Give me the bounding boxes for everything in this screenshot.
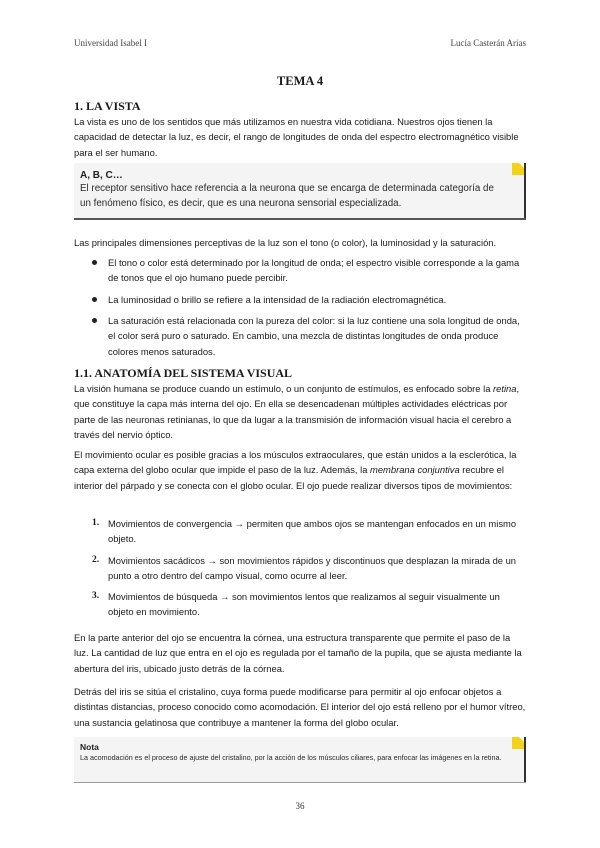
note-corner-icon — [512, 163, 524, 175]
list-item — [92, 292, 526, 307]
note-corner-icon — [512, 737, 524, 749]
text-run: La visión humana se produce cuando un estímulo, o un conjunto de estímulos, es enfocado sobre la — [74, 383, 494, 394]
paragraph-anatomia-4: Detrás del iris se sitúa el cristalino, cuya forma puede modificarse para permitir al ojo enfocar objetos a distintas distancias, proceso conocido como acomodación. El interior del ojo está relleno por el humor vítreo, una sustancia gelatinosa que contribuye a mantener la forma del globo ocular. — [74, 686, 526, 728]
emphasis-term: retina — [493, 383, 517, 394]
paragraph-vista-intro: La vista es uno de los sentidos que más utilizamos en nuestra vida cotidiana. Nuestros ojos tienen la capacidad de detectar la luz, es decir, el rango de longitudes de onda del espectro electromagnético visible para el ser humano. — [74, 116, 519, 158]
bullet-icon — [92, 297, 97, 302]
section-heading-vista: 1. LA VISTA — [74, 99, 141, 113]
callout-box-note — [74, 737, 526, 783]
list-item-number: 2. — [92, 555, 100, 565]
page-number: 36 — [295, 801, 305, 811]
header-author: Lucía Casterán Arias — [450, 38, 526, 48]
section-heading-anatomia: 1.1. ANATOMÍA DEL SISTEMA VISUAL — [74, 366, 293, 380]
callout-text: El receptor sensitivo hace referencia a la neurona que se encarga de determinada categoría de un fenómeno físico, es decir, que es una neurona sensorial especializada. — [80, 183, 494, 209]
list-item-text: La luminosidad o brillo se refiere a la intensidad de la radiación electromagnética. — [108, 294, 447, 305]
callout-text: La acomodación es el proceso de ajuste del cristalino, por la acción de los músculos ciliares, para enfocar las imágenes en la retina. — [80, 753, 502, 762]
paragraph-anatomia-3: En la parte anterior del ojo se encuentra la córnea, una estructura transparente que permite el paso de la luz. La cantidad de luz que entra en el ojo es regulada por el tamaño de la pupila, que se ajusta mediante la abertura del iris, ubicado justo detrás de la córnea. — [74, 632, 522, 674]
emphasis-term: membrana conjuntiva — [370, 464, 460, 476]
callout-box-definition — [74, 163, 526, 220]
text-run: El movimiento ocular es posible gracias a los músculos extraoculares, que están unidos a la esclerótica, la capa externa del globo ocular que impide el paso de la luz. Además, la — [74, 449, 517, 476]
text-run: recubre el interior del párpado y se conecta con el globo ocular. El ojo puede realizar diversos tipos de movimientos: — [74, 464, 513, 491]
text-run: , que constituye la capa más interna del ojo. En ella se desencadenan múltiples actividades eléctricas por parte de las neuronas retinianas, lo que da lugar a la transmisión de información visual hacia el cerebro a través del nervio óptico. — [74, 383, 520, 440]
paragraph-anatomia-1 — [74, 381, 526, 442]
list-item-number: 3. — [92, 591, 100, 601]
callout-title: A, B, C… — [80, 170, 123, 181]
list-item — [92, 589, 526, 620]
list-item — [92, 255, 526, 286]
list-item-text: Movimientos de búsqueda → son movimientos lentos que realizamos al seguir visualmente un objeto en movimiento. — [108, 591, 500, 618]
list-item-text: La saturación está relacionada con la pureza del color: si la luz contiene una sola longitud de onda, el color será puro o saturado. En cambio, una mezcla de distintas longitudes de onda produce colores menos saturados. — [108, 315, 520, 357]
list-item-text: Movimientos de convergencia → permiten que ambos ojos se mantengan enfocados en un mismo objeto. — [108, 518, 517, 545]
list-item-number: 1. — [92, 518, 100, 528]
paragraph-anatomia-2 — [74, 447, 526, 493]
list-item — [92, 553, 526, 584]
bullet-icon — [92, 318, 97, 323]
list-item-text: El tono o color está determinado por la longitud de onda; el espectro visible corresponde a la gama de tonos que el ojo humano puede percibir. — [108, 257, 520, 284]
bullet-icon — [92, 260, 97, 265]
header-institution: Universidad Isabel I — [74, 38, 147, 48]
page-title: TEMA 4 — [276, 74, 324, 88]
callout-title: Nota — [80, 742, 99, 752]
list-item-text: Movimientos sacádicos → son movimientos rápidos y discontinuos que desplazan la mirada de un punto a otro dentro del campo visual, como ocurre al leer. — [108, 555, 517, 582]
list-item — [92, 313, 526, 359]
paragraph-dimensions-intro: Las principales dimensiones perceptivas de la luz son el tono (o color), la luminosidad y la saturación. — [74, 237, 497, 248]
list-item — [92, 516, 526, 547]
